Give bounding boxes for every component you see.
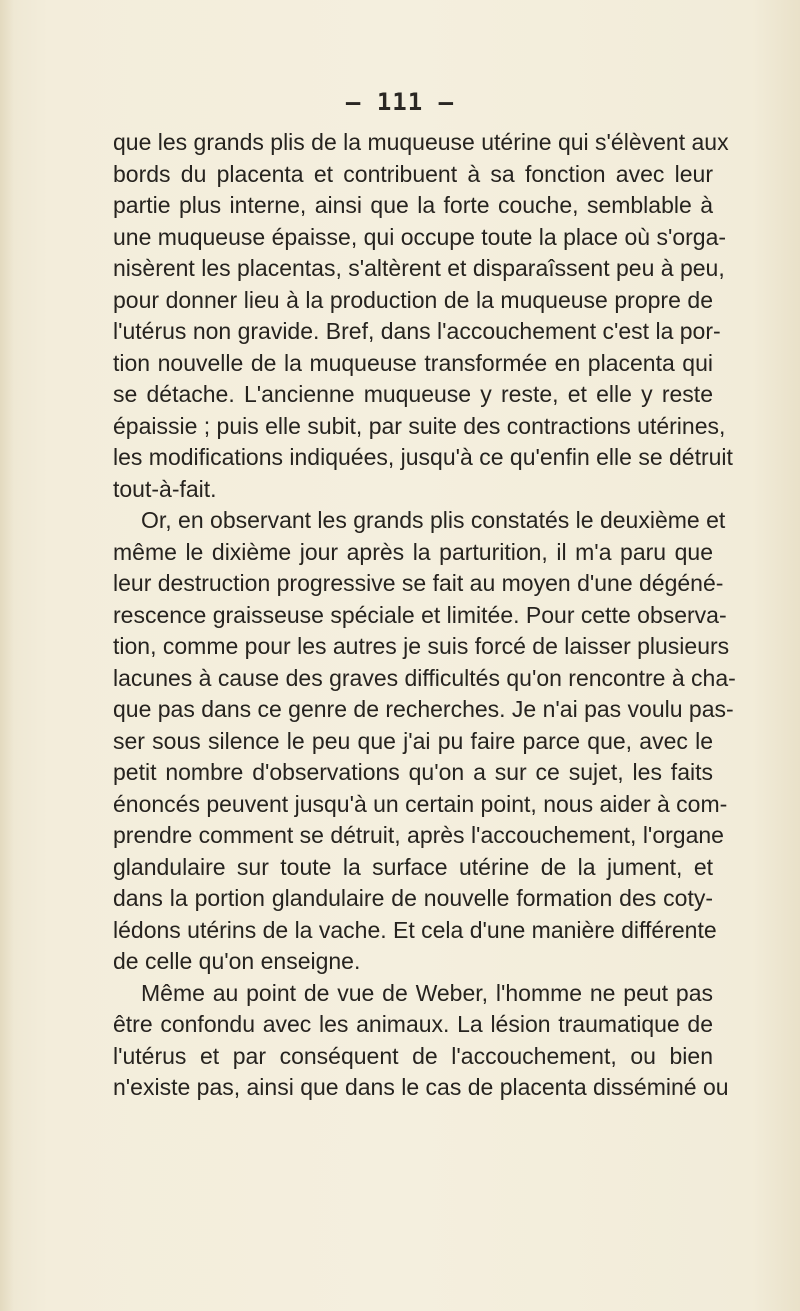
text-line: l'utérus non gravide. Bref, dans l'accouchement c'est la por- [113,318,721,344]
text-line: épaissie ; puis elle subit, par suite des contractions utérines, [113,412,726,439]
text-line: tout-à-fait. [113,475,217,502]
text-line: petit nombre d'observations qu'on a sur ce sujet, les faits [113,759,713,785]
page-edge-shadow [0,0,14,1311]
paragraph [113,978,729,1104]
paragraph [113,505,736,978]
text-line: tion, comme pour les autres je suis forcé de laisser plusieurs [113,633,730,659]
text-line: que les grands plis de la muqueuse utérine qui s'élèvent aux [113,129,729,155]
text-line: partie plus interne, ainsi que la forte couche, semblable à [113,192,713,218]
text-line: tion nouvelle de la muqueuse transformée en placenta qui [113,349,713,376]
text-line: énoncés peuvent jusqu'à un certain point, nous aider à com- [113,790,728,817]
text-line: même le dixième jour après la parturition, il m'a paru que [113,538,713,565]
text-line: lacunes à cause des graves difficultés qu'on rencontre à cha- [113,664,736,691]
text-line: une muqueuse épaisse, qui occupe toute la place où s'orga- [113,223,727,250]
text-line: leur destruction progressive se fait au moyen d'une dégéné- [113,570,724,596]
text-line: prendre comment se détruit, après l'accouchement, l'organe [113,822,724,848]
page-number: — 111 — [345,88,455,116]
text-line: l'utérus et par conséquent de l'accouchement, ou bien [113,1042,713,1069]
text-line: pour donner lieu à la production de la muqueuse propre de [113,286,713,313]
body-text [113,127,736,1104]
text-line: nisèrent les placentas, s'altèrent et disparaîssent peu à peu, [113,255,725,281]
text-line: ser sous silence le peu que j'ai pu faire parce que, avec le [113,727,713,754]
text-line: rescence graisseuse spéciale et limitée. Pour cette observa- [113,601,727,628]
text-line: dans la portion glandulaire de nouvelle formation des coty- [113,885,713,911]
text-line: bords du placenta et contribuent à sa fonction avec leur [113,160,713,187]
text-line: être confondu avec les animaux. La lésion traumatique de [113,1011,713,1037]
text-line: glandulaire sur toute la surface utérine de la jument, et [113,853,713,880]
text-line: les modifications indiquées, jusqu'à ce qu'enfin elle se détruit [113,444,733,470]
text-line: se détache. L'ancienne muqueuse y reste, et elle y reste [113,381,713,407]
text-line: que pas dans ce genre de recherches. Je n'ai pas voulu pas- [113,696,734,722]
text-line: n'existe pas, ainsi que dans le cas de placenta disséminé ou [113,1074,729,1100]
text-line: lédons utérins de la vache. Et cela d'une manière différente [113,916,717,943]
paragraph [113,127,733,505]
text-line: de celle qu'on enseigne. [113,948,361,974]
text-line: Même au point de vue de Weber, l'homme ne peut pas [141,979,713,1006]
text-line: Or, en observant les grands plis constatés le deuxième et [141,507,726,533]
